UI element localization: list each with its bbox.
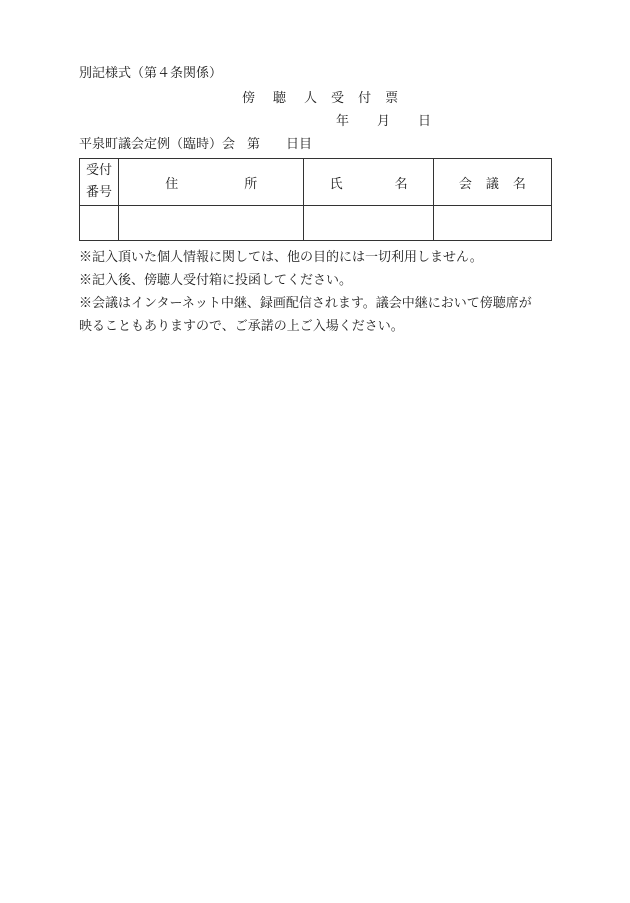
header-meeting-name: [433, 159, 551, 206]
note-line: ※記入後、傍聴人受付箱に投函してください。: [79, 273, 353, 288]
note-line: 映ることもありますので、ご承諾の上ご入場ください。: [79, 319, 404, 334]
note-line: ※記入頂いた個人情報に関しては、他の目的には一切利用しません。: [79, 250, 483, 265]
title-char: 傍: [242, 91, 256, 106]
date-line: [336, 115, 431, 128]
title-char: 票: [385, 91, 399, 106]
receipt-table: [79, 158, 552, 241]
header-meeting-char: 議: [485, 176, 499, 192]
cell-address[interactable]: [119, 206, 304, 241]
header-name: [304, 159, 433, 206]
header-meeting-char: 名: [512, 176, 526, 192]
cell-receipt-number[interactable]: [80, 206, 119, 241]
header-name-char: 氏: [329, 176, 343, 192]
header-address-char: 住: [165, 176, 179, 192]
header-number-line1: 受付: [86, 163, 113, 178]
year-label: 年: [336, 114, 350, 129]
header-number-line2: 番号: [86, 185, 113, 200]
month-label: 月: [377, 114, 391, 129]
header-meeting-char: 会: [458, 176, 472, 192]
meeting-line: [79, 138, 312, 151]
notes-section: [79, 246, 559, 338]
title-char: 人: [304, 91, 318, 106]
document-title: [242, 92, 398, 105]
header-name-char: 名: [394, 176, 408, 192]
meeting-prefix: 平泉町議会定例（臨時）会: [79, 137, 236, 152]
meeting-suffix: 日目: [286, 137, 313, 152]
meeting-nth: 第: [247, 137, 261, 152]
table-row: [80, 206, 552, 241]
header-address: [119, 159, 304, 206]
cell-meeting-name[interactable]: [433, 206, 551, 241]
table-header-row: [80, 159, 552, 206]
form-label: 別記様式（第４条関係）: [79, 66, 223, 81]
cell-name[interactable]: [304, 206, 433, 241]
header-address-char: 所: [244, 176, 258, 192]
header-receipt-number: [80, 159, 119, 206]
title-char: 受: [331, 91, 345, 106]
note-line: ※会議はインターネット中継、録画配信されます。議会中継において傍聴席が: [79, 296, 532, 311]
day-label: 日: [418, 114, 432, 129]
title-char: 聴: [273, 91, 287, 106]
title-char: 付: [358, 91, 372, 106]
